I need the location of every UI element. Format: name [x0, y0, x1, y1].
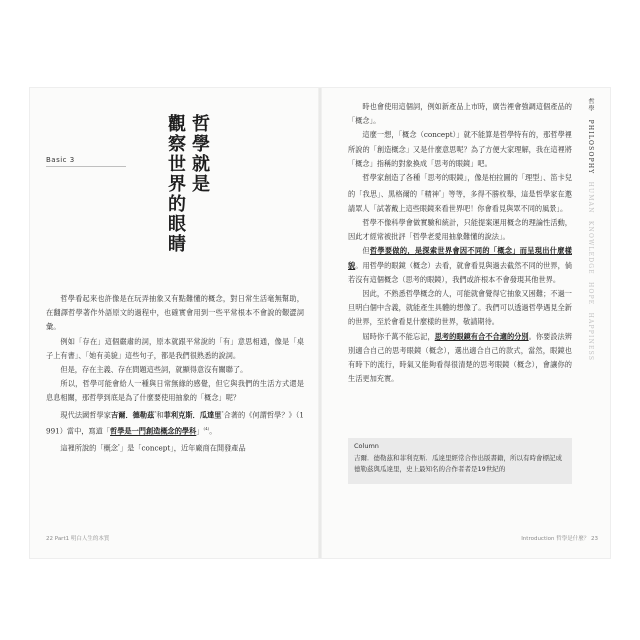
body-paragraph	[46, 292, 304, 335]
footnote-mark: *	[154, 409, 157, 415]
text-run: 哲學看起來也許像是在玩弄抽象又有點難懂的概念，對日常生活毫無幫助，在翻譯哲學著作外語原文的過程中，也確實會用到一些平常根本不會說的艱澀詞彙。	[46, 294, 304, 332]
bold-term: 菲利克斯．瓜達里	[163, 410, 222, 420]
text-run: 」等等，多得不勝枚舉，這是哲學家在邀請眾人「試著戴上這些眼鏡來看世界吧！你會看見與眾不同的風景」。	[348, 189, 572, 213]
body-paragraph	[46, 363, 304, 377]
chapter-title-line-2: 觀察世界的眼睛	[165, 114, 186, 254]
body-paragraph	[348, 330, 572, 387]
underlined-emphasis: 哲學要做的，是探索世界會因不同的「概念」而呈現出什麼樣貌	[348, 246, 572, 270]
body-paragraph	[46, 406, 304, 439]
text-run: 這裡所說的「概念	[60, 443, 118, 453]
footnote-mark: *	[439, 189, 441, 195]
text-run: 例如「存在」這個嚴肅的詞，原本就跟平常說的「有」意思相通，像是「桌子上有書」、「她有美貌」這些句子，都是我們很熟悉的說詞。	[46, 336, 304, 360]
body-paragraph	[348, 100, 572, 128]
side-tab-gap	[587, 214, 594, 221]
text-run: 。	[209, 426, 217, 436]
text-run: 這麼一想，「概念（concept）」就不能算是哲學特有的，那哲學裡所說的「創造概念」又是什麼意思呢？為了方便大家理解，我在這裡將「概念」指稱的對象換成「思考的眼鏡」吧。	[348, 130, 572, 168]
side-tab-label: HAPPINESS	[587, 312, 594, 362]
body-paragraph	[348, 171, 572, 216]
left-body-text	[46, 292, 304, 455]
column-body: 吉爾．德勒茲和菲利克斯．瓜達里經常合作出版書籍，所以有時會標記成德勒茲與瓜達里，史上最知名的合作者者是19世紀的	[354, 454, 562, 473]
underlined-emphasis: 思考的眼鏡有合不合適的分別	[434, 331, 529, 341]
chapter-title-line-1: 哲學就是	[189, 114, 210, 194]
chapter-side-tab	[586, 98, 595, 361]
column-box	[348, 438, 572, 484]
text-run: 。你要設法辨別適合自己的思考眼鏡（概念），選出適合自己的款式，當然，眼鏡也有時下的流行，時氣又能夠看得很清楚的思考眼鏡（概念），會讓你的生活更加充實。	[348, 331, 572, 384]
section-label: Basic 3	[46, 156, 75, 164]
footnote-mark: *	[221, 409, 224, 415]
side-tab-label: HUMAN	[587, 181, 594, 214]
side-tab-gap	[587, 112, 594, 119]
text-run: 但是，存在主義、存在問題這些詞，就顯得意沒有關聯了。	[60, 365, 248, 375]
text-run: 」	[196, 426, 204, 436]
right-body-text	[348, 100, 572, 386]
text-run: 哲學不像科學會做實驗和統計，只能提案運用概念的理論性活動，因此才經常被批評「哲學老愛用抽象難懂的說法」。	[348, 218, 572, 242]
underlined-emphasis: 哲學是一門創造概念的學科	[110, 426, 197, 436]
text-run: 」是「concept」，近年廠商在開發產品	[119, 443, 246, 453]
side-tab-label: PHILOSOPHY	[587, 119, 594, 175]
body-paragraph	[46, 377, 304, 405]
side-tab-gap	[587, 305, 594, 312]
body-paragraph	[348, 216, 572, 244]
body-paragraph	[46, 439, 304, 456]
text-run: 但	[362, 246, 370, 256]
left-folio: 22 Part1 明白人生的本質	[46, 536, 110, 542]
text-run: 合著的《何謂哲學？》（1991）當中，寫道「	[46, 410, 304, 436]
footnote-mark: (4)	[203, 426, 210, 432]
body-paragraph	[348, 244, 572, 287]
right-page	[320, 88, 610, 558]
text-run: 所以，哲學可能會給人一種與日常無緣的感覺，但它與我們的生活方式還是息息相關，那哲學到底是為了什麼要使用抽象的「概念」呢？	[46, 379, 304, 403]
side-tab-gap	[587, 174, 594, 181]
bold-term: 吉爾．德勒茲	[110, 410, 155, 420]
side-tab-label: HOPE	[587, 282, 594, 306]
text-run: 和	[156, 410, 164, 420]
body-paragraph	[348, 287, 572, 330]
text-run: 屆時你千萬不能忘記，	[362, 331, 435, 341]
text-run: 哲學家創造了各種「思考的眼鏡」，像是柏拉圖的「理型」、笛卡兒的「我思」、黑格爾的「精神	[348, 173, 572, 199]
text-run: 現代法國哲學家	[60, 410, 111, 420]
book-spread	[30, 88, 610, 558]
side-tab-label: 哲學	[587, 98, 594, 113]
right-folio: Introduction 哲學是什麼？ 23	[521, 536, 598, 542]
side-tab-label: KNOWLEDGE	[587, 220, 594, 275]
body-paragraph	[46, 335, 304, 363]
chapter-title	[163, 114, 211, 254]
text-run: 因此，不熟悉哲學概念的人，可能就會覺得它抽象又困難；不過一旦明白個中含義，就能產生具體的想像了。我們可以透過哲學遇見全新的世界，至於會看見什麼樣的世界，敬請期待。	[348, 289, 572, 327]
body-paragraph	[348, 128, 572, 171]
left-page	[30, 88, 320, 558]
column-title: Column	[354, 442, 379, 450]
text-run: 。用哲學的眼鏡（概念）去看，就會看見與過去截然不同的世界，倘若沒有這個概念（思考的眼鏡），我們或許根本不會發現其他世界。	[348, 260, 572, 284]
text-run: 時也會使用這個詞，例如新產品上市時，廣告裡會強調這個產品的「概念」。	[348, 102, 572, 126]
side-tab-gap	[587, 275, 594, 282]
footnote-mark: *	[117, 442, 120, 448]
section-label-rule	[46, 166, 126, 167]
